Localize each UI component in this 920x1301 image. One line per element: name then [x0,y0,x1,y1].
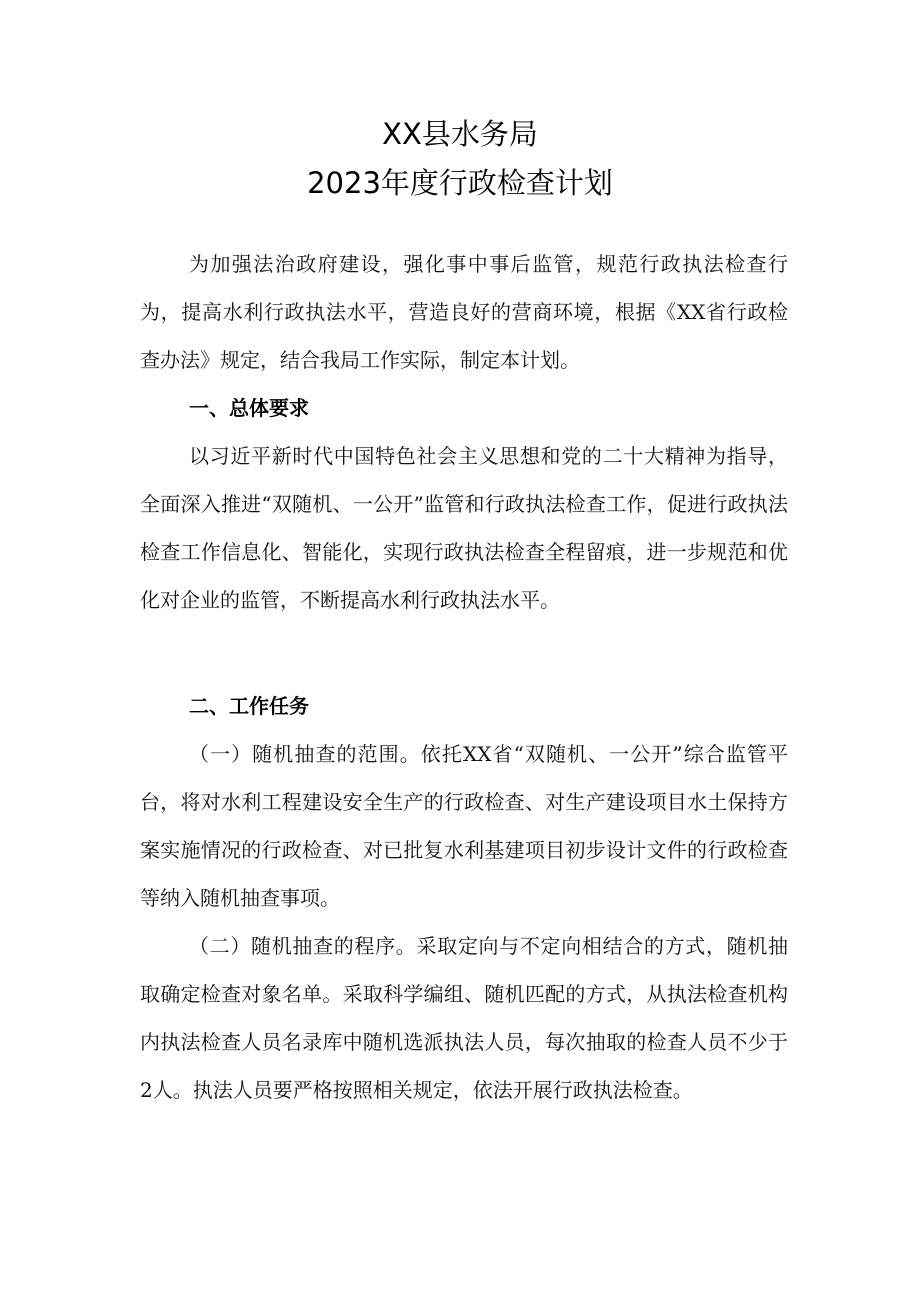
section1-paragraph: 以习近平新时代中国特色社会主义思想和党的二十大精神为指导，全面深入推进“双随机、一公开”监管和行政执法检查工作，促进行政执法检查工作信息化、智能化，实现行政执法检查全程留痕，进一步规范和优化对企业的监管，不断提高水利行政执法水平。 [140,444,788,612]
intro-paragraph: 为加强法治政府建设，强化事中事后监管，规范行政执法检查行为，提高水利行政执法水平，营造良好的营商环境，根据《XX省行政检查办法》规定，结合我局工作实际，制定本计划。 [140,252,788,372]
document-title-line1: XX县水务局 [382,117,538,151]
section2-item2-paragraph: （二）随机抽查的程序。采取定向与不定向相结合的方式，随机抽取确定检查对象名单。采取科学编组、随机匹配的方式，从执法检查机构内执法检查人员名录库中随机选派执法人员，每次抽取的检查人员不少于2人。执法人员要严格按照相关规定，依法开展行政执法检查。 [140,934,788,1102]
document-title-line2: 2023年度行政检查计划 [307,166,613,200]
section2-item1-paragraph: （一）随机抽查的范围。依托XX省“双随机、一公开”综合监管平台，将对水利工程建设安全生产的行政检查、对生产建设项目水土保持方案实施情况的行政检查、对已批复水利基建项目初步设计文件的行政检查等纳入随机抽查事项。 [140,742,788,910]
section2-heading: 二、工作任务 [189,694,309,718]
section1-heading: 一、总体要求 [189,396,309,420]
